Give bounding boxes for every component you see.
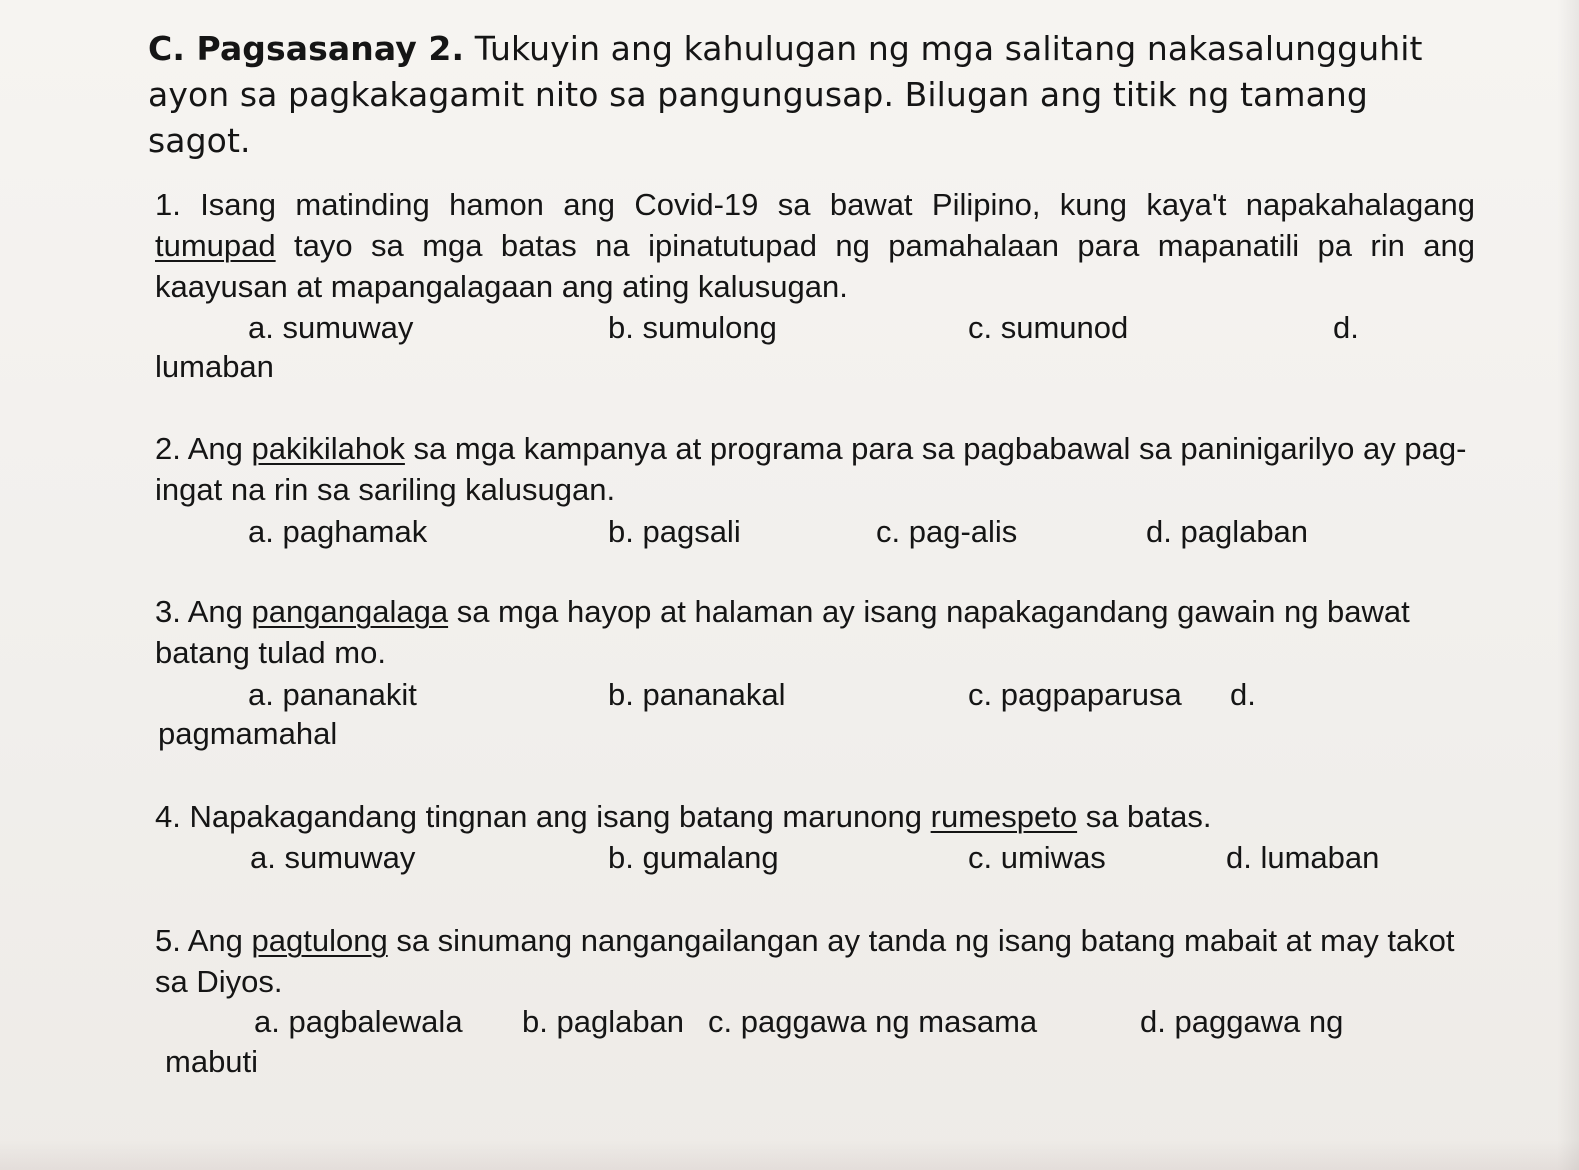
option-d[interactable]: d. lumaban [1226, 840, 1380, 875]
question-text-before: 3. Ang [155, 594, 252, 629]
question-3 [155, 591, 1475, 673]
question-text-before: 1. Isang matinding hamon ang Covid-19 sa bawat Pilipino, kung kaya't napakahalagang [155, 187, 1475, 222]
underlined-word: pakikilahok [251, 431, 405, 466]
option-b[interactable]: b. gumalang [608, 840, 779, 875]
exercise-heading [148, 26, 1468, 164]
option-a[interactable]: a. sumuway [248, 310, 414, 345]
question-5 [155, 920, 1475, 1002]
option-a[interactable]: a. pananakit [248, 677, 417, 712]
question-text-after: sa sinumang nangangailangan ay tanda ng isang batang mabait at may takot sa Diyos. [155, 923, 1455, 999]
option-c[interactable]: c. pagpaparusa [968, 677, 1182, 712]
option-b[interactable]: b. sumulong [608, 310, 777, 345]
option-d-continuation: pagmamahal [158, 716, 338, 751]
question-text-before: 2. Ang [155, 431, 252, 466]
question-4 [155, 796, 1475, 837]
option-d[interactable]: d. [1230, 677, 1256, 712]
option-d[interactable]: d. paglaban [1146, 514, 1309, 549]
exercise-instructions: Tukuyin ang kahulugan ng mga salitang nakasalungguhit ayon sa pagkakagamit nito sa pangungusap. Bilugan ang titik ng tamang sagot. [148, 29, 1423, 160]
option-c[interactable]: c. pag-alis [876, 514, 1018, 549]
question-text-after: tayo sa mga batas na ipinatutupad ng pamahalaan para mapanatili pa rin ang kaayusan at mapangalagaan ang ating kalusugan. [155, 228, 1475, 304]
option-b[interactable]: b. paglaban [522, 1004, 685, 1039]
page-bottom-shadow [0, 1140, 1579, 1170]
exercise-label: C. Pagsasanay 2. [148, 29, 465, 68]
option-a[interactable]: a. sumuway [250, 840, 416, 875]
option-c[interactable]: c. paggawa ng masama [708, 1004, 1038, 1039]
option-a[interactable]: a. paghamak [248, 514, 428, 549]
underlined-word: pangangalaga [251, 594, 449, 629]
option-a[interactable]: a. pagbalewala [254, 1004, 463, 1039]
option-c[interactable]: c. sumunod [968, 310, 1129, 345]
option-d-continuation: mabuti [165, 1044, 259, 1079]
question-2 [155, 428, 1475, 510]
underlined-word: pagtulong [251, 923, 388, 958]
question-text-before: 5. Ang [155, 923, 252, 958]
page-edge-shadow [1557, 0, 1579, 1170]
option-d-continuation: lumaban [155, 349, 274, 384]
question-1 [155, 184, 1475, 307]
question-text-before: 4. Napakagandang tingnan ang isang batang marunong [155, 799, 931, 834]
question-text-after: sa mga hayop at halaman ay isang napakagandang gawain ng bawat batang tulad mo. [155, 594, 1410, 670]
option-d[interactable]: d. [1333, 310, 1359, 345]
underlined-word: tumupad [155, 228, 276, 263]
option-b[interactable]: b. pagsali [608, 514, 741, 549]
option-b[interactable]: b. pananakal [608, 677, 786, 712]
question-text-after: sa batas. [1077, 799, 1212, 834]
underlined-word: rumespeto [930, 799, 1078, 834]
question-text-after: sa mga kampanya at programa para sa pagbabawal sa paninigarilyo ay pag-ingat na rin sa sariling kalusugan. [155, 431, 1467, 507]
option-d[interactable]: d. paggawa ng [1140, 1004, 1344, 1039]
option-c[interactable]: c. umiwas [968, 840, 1106, 875]
